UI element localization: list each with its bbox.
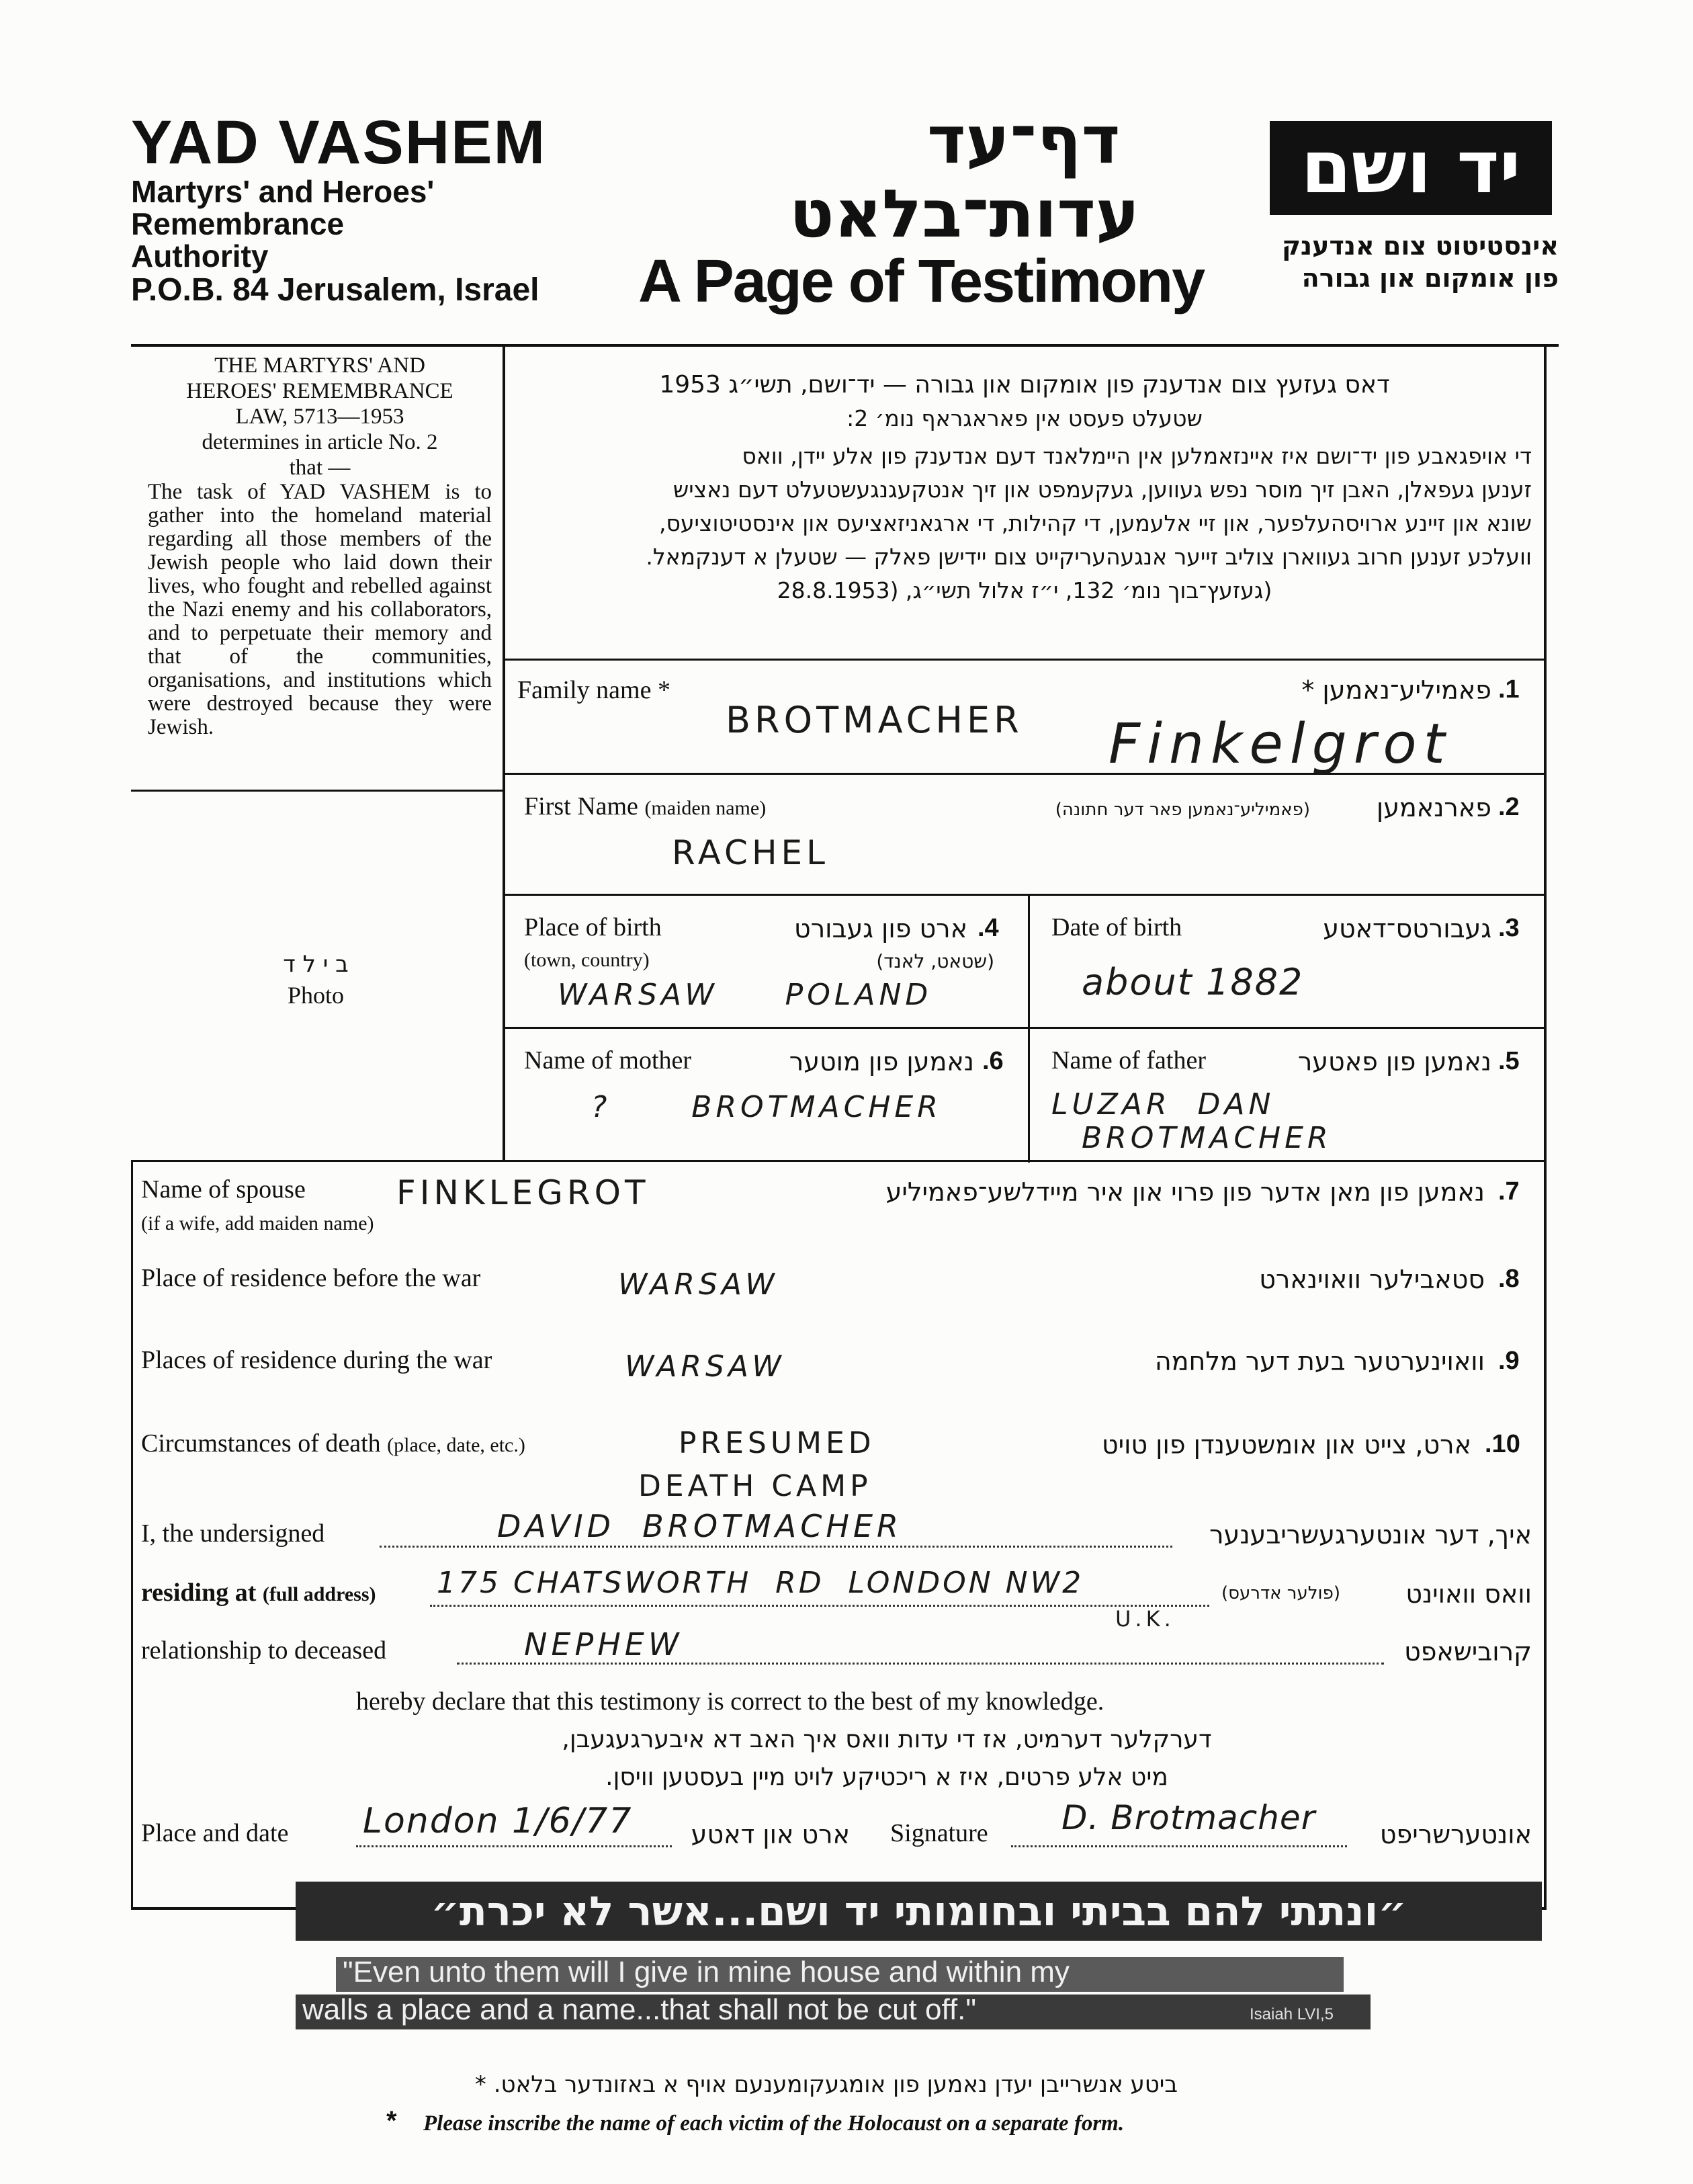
footer-star: * [386,2106,397,2136]
place-date-line [356,1845,672,1847]
form-top-rule [131,344,1559,347]
yiddish-law-line-4: זענען געפאלן, האבן זיך מוסר נפש געווען, געקעמפט און זיך אנטקעגנגעשטעלט דעם נאציש [672,476,1532,503]
footer-english: Please inscribe the name of each victim of the Holocaust on a separate form. [423,2111,1125,2136]
residing-value-2[interactable]: U.K. [1115,1606,1175,1632]
circumstances-number: .10 [1485,1430,1520,1458]
org-line-3: Authority [131,239,269,274]
place-date-label: Place and date [141,1819,289,1847]
family-name-number: .1 [1498,675,1520,704]
law-box-bottom-rule [131,790,504,792]
place-of-birth-yiddish-sub: (שטאט, לאנד) [876,950,994,972]
relationship-yiddish: קרובישאפט [1404,1637,1532,1667]
residing-yiddish: וואס וואוינט [1405,1579,1532,1609]
left-panel-right-border [503,344,505,1161]
place-date-value[interactable]: London 1/6/77 [363,1801,633,1841]
residence-during-number: .9 [1498,1347,1520,1375]
residence-before-number: .8 [1498,1265,1520,1293]
yiddish-law-line-5: שונא און זיינע ארויסהעלפער, און זיי אלעמען, די קהילות, די ארגאניזאציעס און אינסטיטוציעס, [658,510,1532,536]
father-label: Name of father [1051,1046,1206,1075]
father-value-2[interactable]: BROTMACHER [1082,1121,1332,1155]
spouse-label-sub: (if a wife, add maiden name) [141,1212,374,1234]
relationship-label: relationship to deceased [141,1636,387,1665]
yiddish-org-2: פון אומקום און גבורה [1301,263,1559,293]
law-box [148,353,492,739]
residence-before-label: Place of residence before the war [141,1264,481,1292]
signature-yiddish: אונטערשריפט [1379,1820,1532,1849]
org-line-1: Martyrs' and Heroes' [131,174,435,209]
spouse-value[interactable]: FINKLEGROT [396,1173,650,1212]
photo-label: Photo [287,982,345,1009]
banner-english-2: walls a place and a name...that shall not be cut off." [302,1993,976,2026]
col-rule-birth [1028,894,1030,1163]
place-of-birth-label: Place of birth [524,913,662,941]
yiddish-law-line-7: (געזעץ־בוך נומ׳ 132, י״ז אלול תשי״ג, (28.8.1953 [777,577,1272,603]
declaration-statement: hereby declare that this testimony is correct to the best of my knowledge. [356,1687,1104,1716]
logo-text: יד ושם [1301,126,1521,210]
residence-before-yiddish: סטאבילער וואוינארט [1259,1265,1485,1294]
residence-before-value[interactable]: WARSAW [618,1267,779,1302]
circumstances-yiddish: ארט, צייט און אומשטענדן פון טויט [1101,1430,1471,1460]
place-date-yiddish: ארט און דאטע [691,1820,850,1849]
place-of-birth-number: .4 [978,914,999,942]
circumstances-value[interactable]: PRESUMED [679,1426,875,1460]
relationship-line [457,1663,1384,1665]
hebrew-title-1: דף־עד [927,102,1121,179]
family-name-value[interactable]: BROTMACHER [726,699,1023,741]
undersigned-line [380,1546,1172,1548]
yiddish-law-line-1: דאס געזעץ צום אנדענק פון אומקום און גבורה — יד־ושם, תשי״ג 1953 [659,371,1390,398]
first-name-label-text: First Name [524,792,638,821]
circumstances-label [141,1429,525,1458]
first-name-number: .2 [1498,793,1520,821]
yiddish-org-1: אינסטיטוט צום אנדענק [1281,231,1559,261]
banner-hebrew: ״ונתתי להם בביתי ובחומותי יד ושם...אשר לא יכרת״ [431,1888,1407,1935]
family-name-yiddish: פאמיליע־נאמען * [1301,675,1491,705]
spouse-yiddish: נאמען פון מאן אדער פון פרוי און איר מיידלשע־פאמיליע [885,1177,1485,1207]
english-title: A Page of Testimony [638,248,1205,315]
law-title-4: determines in article No. 2 [202,430,438,454]
first-name-value[interactable]: RACHEL [672,833,829,872]
residing-yiddish-sub: (פולער אדרעס) [1221,1583,1340,1603]
signature-value[interactable]: D. Brotmacher [1061,1798,1316,1837]
mother-label: Name of mother [524,1046,692,1075]
residing-value[interactable]: 175 CHATSWORTH RD LONDON NW2 [437,1566,1084,1600]
law-title-5: that — [289,456,351,480]
first-name-yiddish: פארנאמען [1376,793,1491,823]
first-name-label [524,792,766,821]
circumstances-label-text: Circumstances of death [141,1429,381,1458]
law-title-2: HEROES' REMEMBRANCE [186,379,453,403]
photo-label-yiddish: ב י ל ד [283,951,349,978]
row-rule-5 [131,1160,1545,1162]
place-of-birth-value[interactable]: WARSAW POLAND [558,978,932,1012]
family-name-label: Family name * [517,676,670,704]
form-left-border [131,1160,133,1908]
residing-label-text: residing at [141,1579,257,1607]
quote-banner [296,1882,1542,2029]
mother-yiddish: נאמען פון מוטער [789,1047,974,1077]
yiddish-law-line-2: שטעלט פעסט אין פאראגראף נומ׳ 2: [846,405,1203,431]
date-of-birth-number: .3 [1498,914,1520,942]
residence-during-yiddish: וואוינערטער בעת דער מלחמה [1154,1347,1485,1376]
residing-label [141,1578,376,1607]
date-of-birth-label: Date of birth [1051,913,1182,941]
residence-during-label: Places of residence during the war [141,1346,492,1374]
declaration-yiddish-2: מיט אלע פרטים, איז א ריכטיקע לויט מיין בעסטען וויסן. [605,1763,1168,1791]
spouse-number: .7 [1498,1177,1520,1206]
circumstances-label-sub: (place, date, etc.) [387,1434,525,1456]
family-name-value-2[interactable]: Finkelgrot [1109,712,1452,776]
yad-vashem-logo [1270,121,1552,215]
signature-label: Signature [890,1819,988,1847]
first-name-label-sub: (maiden name) [644,797,767,819]
spouse-label: Name of spouse [141,1175,306,1204]
relationship-value[interactable]: NEPHEW [524,1626,683,1663]
mother-number: .6 [982,1047,1004,1075]
undersigned-yiddish: איך, דער אונטערגעשריבענער [1209,1520,1532,1550]
banner-citation: Isaiah LVI,5 [1250,2005,1334,2023]
declaration-yiddish-1: דערקלער דערמיט, אז די עדות וואס איך האב דא איבערגעגעבן, [562,1726,1212,1753]
yiddish-law-block [517,368,1532,607]
form-right-border [1544,344,1547,1910]
signature-line [1011,1845,1347,1847]
mother-value[interactable]: ? BROTMACHER [591,1090,942,1124]
residing-line [430,1605,1209,1607]
row-rule-4 [504,1027,1545,1029]
org-line-2: Remembrance [131,206,345,241]
undersigned-label: I, the undersigned [141,1519,325,1548]
date-of-birth-value[interactable]: about 1882 [1082,961,1304,1003]
org-address: P.O.B. 84 Jerusalem, Israel [131,272,539,308]
father-value[interactable]: LUZAR DAN [1051,1087,1275,1122]
law-title-3: LAW, 5713—1953 [235,405,404,429]
place-of-birth-yiddish: ארט פון געבורט [794,914,967,943]
circumstances-value-2[interactable]: DEATH CAMP [638,1469,872,1503]
row-rule-1 [504,659,1545,661]
row-rule-3 [504,894,1545,896]
residing-label-sub: (full address) [262,1583,376,1605]
first-name-yiddish-sub: (פאמיליע־נאמען פאר דער חתונה) [1055,800,1310,820]
father-number: .5 [1498,1047,1520,1075]
date-of-birth-yiddish: געבורטס־דאטע [1323,914,1491,943]
yiddish-law-line-6: וועלכע זענען חרוב געווארן צוליב זייער אנגעהעריקייט צום יידישן פאלק — שטעלן א דענקמאל. [646,544,1532,570]
yiddish-law-line-3: די אויפגאבע פון יד־ושם איז איינזאמלען אין היימלאנד דעם אנדענק פון אלע יידן, וואס [742,443,1532,469]
law-title-1: THE MARTYRS' AND [214,353,425,378]
banner-english-1: "Even unto them will I give in mine house and within my [343,1956,1070,1988]
place-of-birth-label-sub: (town, country) [524,949,650,971]
law-body: The task of YAD VASHEM is to gather into the homeland material regarding all those members of the Jewish people who laid down their lives, who fought and rebelled against the Nazi enemy and his collaborators, and to perpetuate their memory and that of the communities, organisations, and institutions which were destroyed because they were Jewish. [148,480,492,739]
residence-during-value[interactable]: WARSAW [625,1349,785,1384]
org-name: YAD VASHEM [131,108,547,177]
father-yiddish: נאמען פון פאטער [1297,1047,1491,1077]
undersigned-value[interactable]: DAVID BROTMACHER [497,1508,903,1544]
hebrew-title-2: עדות־בלאט [789,176,1140,253]
footer-yiddish: ביטע אנשרייבן יעדן נאמען פון אומגעקומענעם אויף א באזונדער בלאט. * [474,2071,1178,2098]
